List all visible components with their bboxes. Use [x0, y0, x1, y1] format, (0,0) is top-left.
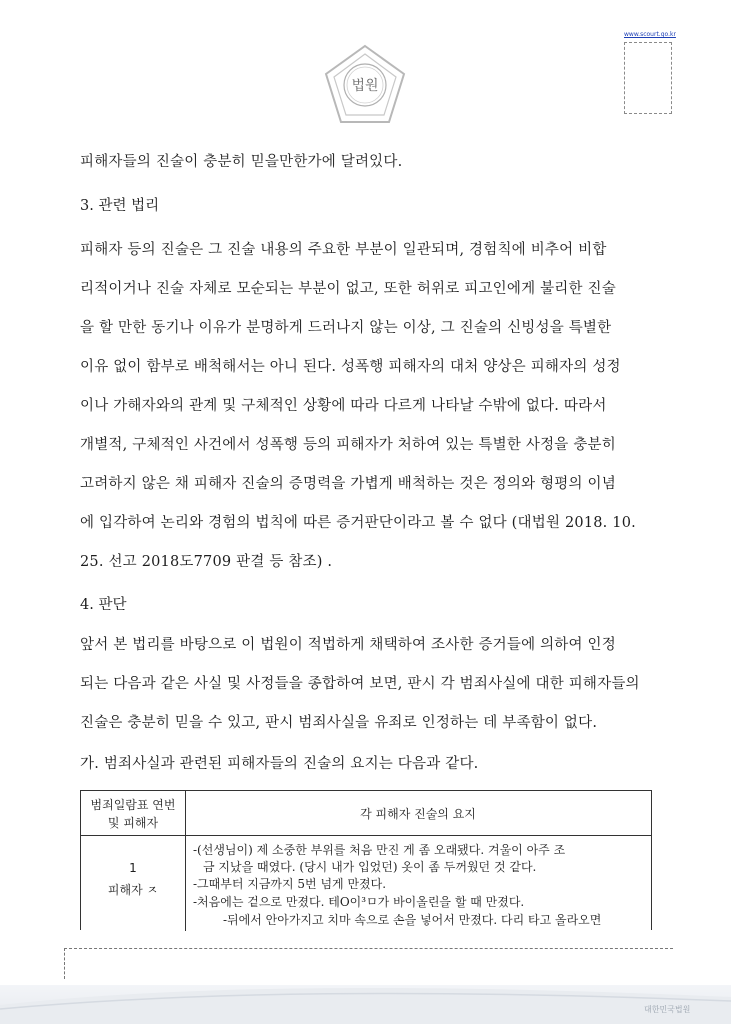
table-header-col2: 각 피해자 진술의 요지 — [360, 807, 476, 821]
section-3-line: 에 입각하여 논리와 경험의 법칙에 따른 증거판단이라고 볼 수 없다 (대법원 2018. 10. — [80, 515, 636, 531]
table-cell-line: -그때부터 지금까지 5번 넘게 만졌다. — [193, 877, 387, 891]
section-3-line: 피해자 등의 진술은 그 진술 내용의 주요한 부분이 일관되며, 경험칙에 비추어 비합 — [80, 242, 607, 258]
section-3-line: 고려하지 않은 채 피해자 진술의 증명력을 가볍게 배척하는 것은 정의와 형평의 이념 — [80, 476, 616, 492]
section-3-heading: 3. 관련 법리 — [80, 198, 160, 214]
sub-item-ga: 가. 범죄사실과 관련된 피해자들의 진술의 요지는 다음과 같다. — [80, 756, 479, 772]
table-header-col1-line1: 범죄일람표 연번 — [90, 798, 176, 812]
court-emblem-icon — [322, 42, 408, 128]
emblem-label: 법원 — [351, 78, 379, 94]
table-cell-line: -뒤에서 안아가지고 치마 속으로 손을 넣어서 만졌다. 다리 타고 올라오면 — [223, 913, 602, 927]
table-header-col1 — [81, 796, 185, 832]
section-3-line: 을 할 만한 동기나 이유가 분명하게 드러나지 않는 이상, 그 진술의 신빙성을 특별한 — [80, 320, 612, 336]
table-cell-line: -처음에는 겉으로 만졌다. 테O이³ㅁ가 바이올린을 할 때 만졌다. — [193, 895, 525, 909]
footer-swoosh-icon — [0, 975, 731, 1024]
table-header-col1-line2: 및 피해자 — [107, 816, 159, 830]
table-row-number: 1 — [129, 861, 137, 875]
section-3-line: 이유 없이 함부로 배척해서는 아니 된다. 성폭행 피해자의 대처 양상은 피해자의 성정 — [80, 359, 621, 375]
section-3-line: 25. 선고 2018도7709 판결 등 참조) . — [80, 554, 333, 570]
source-url-link[interactable]: www.scourt.go.kr — [624, 31, 676, 38]
statements-table — [80, 790, 652, 930]
table-cell-line: -(선생님이) 제 소중한 부위를 처음 만진 게 좀 오래됐다. 겨울이 아주 조 — [193, 843, 566, 857]
footer-court-logo: 대한민국법원 — [644, 1005, 691, 1014]
table-cell-line: 금 지났을 때였다. (당시 내가 입었던) 옷이 좀 두꺼웠던 것 같다. — [203, 860, 537, 874]
source-placeholder-box — [624, 42, 672, 114]
section-4-line: 되는 다음과 같은 사실 및 사정들을 종합하여 보면, 판시 각 범죄사실에 대한 피해자들의 — [80, 676, 640, 692]
table-row-victim: 피해자 ㅈ — [107, 883, 159, 897]
body-line-intro: 피해자들의 진술이 충분히 믿을만한가에 달려있다. — [80, 154, 403, 170]
section-4-line: 진술은 충분히 믿을 수 있고, 판시 범죄사실을 유죄로 인정하는 데 부족함이 없다. — [80, 715, 598, 731]
table-header-divider — [81, 835, 651, 836]
section-4-heading: 4. 판단 — [80, 597, 127, 613]
section-4-line: 앞서 본 법리를 바탕으로 이 법원이 적법하게 채택하여 조사한 증거들에 의하여 인정 — [80, 637, 616, 653]
section-3-line: 개별적, 구체적인 사건에서 성폭행 등의 피해자가 처하여 있는 특별한 사정을 충분히 — [80, 437, 616, 453]
section-3-line: 리적이거나 진술 자체로 모순되는 부분이 없고, 또한 허위로 피고인에게 불리한 진술 — [80, 281, 616, 297]
section-3-line: 이나 가해자와의 관계 및 구체적인 상황에 따라 다르게 나타날 수밖에 없다. 따라서 — [80, 398, 607, 414]
